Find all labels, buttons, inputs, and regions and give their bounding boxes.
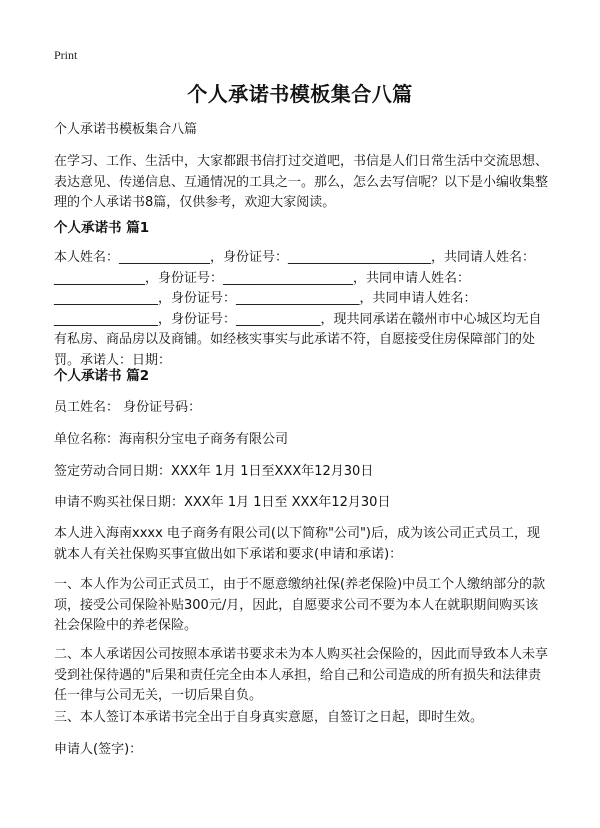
intro-paragraph: 在学习、工作、生活中，大家都跟书信打过交道吧，书信是人们日常生活中交流思想、表达意见、传递信息、互通情况的工具之一。那么，怎么去写信呢？以下是小编收集整理的个人承诺书8篇，仅供参考，欢迎大家阅读。	[54, 154, 549, 210]
section-1-heading: 个人承诺书 篇1	[54, 220, 150, 236]
employee-name-line: 员工姓名： 身份证号码：	[54, 400, 202, 415]
contract-date-line: 签定劳动合同日期：XXX年 1月 1日至XXX年12月30日	[54, 464, 374, 479]
section-2-heading: 个人承诺书 篇2	[54, 368, 150, 384]
section-1-body: 本人姓名：______________，身份证号：______________________，共同请人姓名：______________，身份证号：____________________，共同申请人姓名：________________，身份证号：___________________，共同申请人姓名：________________，身份证号：_____________，现共同承诺在赣州市中心城区均无自有私房、商品房以及商铺。如经核实事实与此承诺不符，自愿接受住房保障部门的处罚。承诺人：日期：	[54, 250, 542, 368]
unit-name-line: 单位名称：海南积分宝电子商务有限公司	[54, 432, 289, 447]
print-link[interactable]: Print	[54, 48, 78, 62]
document-subtitle: 个人承诺书模板集合八篇	[54, 122, 198, 137]
document-title: 个人承诺书模板集合八篇	[187, 82, 413, 106]
paragraph-two: 二、本人承诺因公司按照本承诺书要求未为本人购买社会保险的，因此而导致本人未享受到社保待遇的"后果和责任完全由本人承担，给自己和公司造成的所有损失和法律责任一律与公司无关，一切后果自负。	[54, 647, 549, 703]
signature-line: 申请人(签字)：	[54, 742, 143, 757]
apply-date-line: 申请不购买社保日期：XXX年 1月 1日至 XXX年12月30日	[54, 495, 391, 510]
paragraph-intro: 本人进入海南xxxx 电子商务有限公司(以下简称"公司")后，成为该公司正式员工，现就本人有关社保购买事宜做出如下承诺和要求(申请和承诺)：	[54, 526, 541, 562]
paragraph-three: 三、本人签订本承诺书完全出于自身真实意愿，自签订之日起，即时生效。	[54, 710, 484, 725]
paragraph-one: 一、本人作为公司正式员工，由于不愿意缴纳社保(养老保险)中员工个人缴纳部分的款项，接受公司保险补贴300元/月，因此，自愿要求公司不要为本人在就职期间购买该社会保险中的养老保险。	[54, 577, 546, 633]
